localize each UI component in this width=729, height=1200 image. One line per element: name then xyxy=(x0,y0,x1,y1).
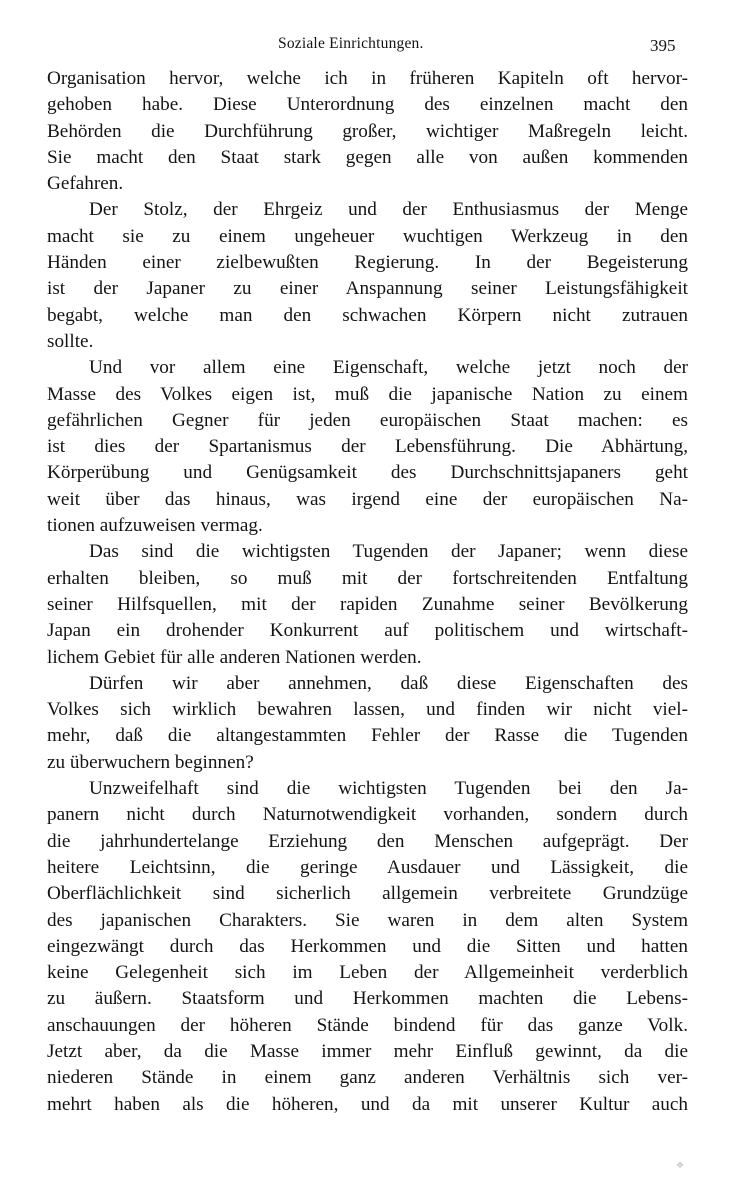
text-line: niederen Stände in einem ganz anderen Verhältnis sich ver- xyxy=(47,1067,688,1089)
text-line: Sie macht den Staat stark gegen alle von außen kommenden xyxy=(47,146,688,168)
text-line: lichem Gebiet für alle anderen Nationen werden. xyxy=(47,646,422,668)
text-line: Organisation hervor, welche ich in früheren Kapiteln oft hervor- xyxy=(47,68,688,89)
text-line: ist der Japaner zu einer Anspannung seiner Leistungsfähigkeit xyxy=(47,278,688,300)
running-head xyxy=(0,35,729,57)
text-line: tionen aufzuweisen vermag. xyxy=(47,515,263,537)
page-number: 395 xyxy=(650,36,676,55)
text-line: Körperübung und Genügsamkeit des Durchschnittsjapaners geht xyxy=(47,462,688,484)
text-line: heitere Leichtsinn, die geringe Ausdauer und Lässigkeit, die xyxy=(47,856,688,878)
text-line: seiner Hilfsquellen, mit der rapiden Zunahme seiner Bevölkerung xyxy=(47,593,688,615)
text-line: mehr, daß die altangestammten Fehler der Rasse die Tugenden xyxy=(47,725,688,747)
text-line: erhalten bleiben, so muß mit der fortschreitenden Entfaltung xyxy=(47,567,688,589)
smudge-mark: ❖ xyxy=(676,1160,685,1170)
text-line: macht sie zu einem ungeheuer wuchtigen Werkzeug in den xyxy=(47,225,688,247)
text-line: Oberflächlichkeit sind sicherlich allgemein verbreitete Grundzüge xyxy=(47,883,688,905)
text-line: Gefahren. xyxy=(47,173,124,195)
text-line: Und vor allem eine Eigenschaft, welche jetzt noch der xyxy=(89,357,688,379)
text-line: eingezwängt durch das Herkommen und die Sitten und hatten xyxy=(47,935,688,957)
body-text xyxy=(47,66,688,1118)
text-line: zu überwuchern beginnen? xyxy=(47,751,254,773)
text-line: begabt, welche man den schwachen Körpern nicht zutrauen xyxy=(47,304,688,326)
text-line: Jetzt aber, da die Masse immer mehr Einfluß gewinnt, da die xyxy=(47,1040,688,1062)
text-line: gehoben habe. Diese Unterordnung des einzelnen macht den xyxy=(47,94,688,116)
text-line: Der Stolz, der Ehrgeiz und der Enthusiasmus der Menge xyxy=(89,199,688,221)
text-line: anschauungen der höheren Stände bindend für das ganze Volk. xyxy=(47,1014,688,1036)
text-line: des japanischen Charakters. Sie waren in dem alten System xyxy=(47,909,688,931)
text-line: panern nicht durch Naturnotwendigkeit vorhanden, sondern durch xyxy=(47,804,688,826)
text-line: Das sind die wichtigsten Tugenden der Japaner; wenn diese xyxy=(89,541,688,563)
text-line: weit über das hinaus, was irgend eine der europäischen Na- xyxy=(47,488,688,510)
running-title: Soziale Einrichtungen. xyxy=(278,35,424,52)
text-line: sollte. xyxy=(47,330,94,352)
text-line: Japan ein drohender Konkurrent auf politischem und wirtschaft- xyxy=(47,620,688,642)
text-line: Volkes sich wirklich bewahren lassen, und finden wir nicht viel- xyxy=(47,699,688,721)
text-line: Dürfen wir aber annehmen, daß diese Eigenschaften des xyxy=(89,672,688,694)
text-line: keine Gelegenheit sich im Leben der Allgemeinheit verderblich xyxy=(47,962,688,984)
text-line: die jahrhundertelange Erziehung den Menschen aufgeprägt. Der xyxy=(47,830,688,852)
text-line: ist dies der Spartanismus der Lebensführung. Die Abhärtung, xyxy=(47,436,688,458)
text-line: mehrt haben als die höheren, und da mit unserer Kultur auch xyxy=(47,1093,688,1115)
text-line: Behörden die Durchführung großer, wichtiger Maßregeln leicht. xyxy=(47,120,688,142)
text-line: Händen einer zielbewußten Regierung. In der Begeisterung xyxy=(47,252,688,274)
text-line: Unzweifelhaft sind die wichtigsten Tugenden bei den Ja- xyxy=(89,778,688,800)
text-line: gefährlichen Gegner für jeden europäischen Staat machen: es xyxy=(47,409,688,431)
text-line: Masse des Volkes eigen ist, muß die japanische Nation zu einem xyxy=(47,383,688,405)
text-line: zu äußern. Staatsform und Herkommen machten die Lebens- xyxy=(47,988,688,1010)
